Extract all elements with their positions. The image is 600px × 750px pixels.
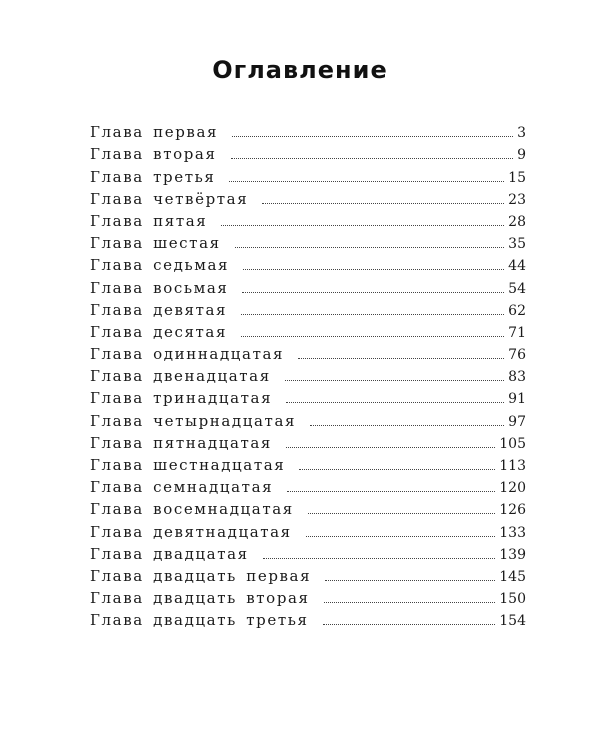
toc-entry-label: Глава двадцать первая bbox=[90, 566, 312, 585]
toc-entry bbox=[90, 273, 526, 295]
toc-entry bbox=[90, 406, 526, 428]
toc-entry-page-number: 97 bbox=[508, 413, 526, 430]
toc-entry-page-number: 23 bbox=[508, 191, 526, 208]
toc-entry-page-number: 120 bbox=[499, 480, 526, 497]
toc-entry-label: Глава третья bbox=[90, 167, 216, 186]
dot-leader bbox=[262, 203, 504, 204]
toc-entry bbox=[90, 429, 526, 451]
toc-entry bbox=[90, 318, 526, 340]
dot-leader bbox=[235, 247, 504, 248]
toc-entry bbox=[90, 185, 526, 207]
dot-leader bbox=[286, 402, 504, 403]
toc-entry-label: Глава восемнадцатая bbox=[90, 500, 294, 519]
toc-entry-page-number: 91 bbox=[508, 391, 526, 408]
toc-entry bbox=[90, 584, 526, 606]
dot-leader bbox=[221, 225, 504, 226]
page-title: Оглавление bbox=[212, 56, 388, 84]
toc-entry-page-number: 150 bbox=[499, 591, 526, 608]
dot-leader bbox=[241, 336, 504, 337]
dot-leader bbox=[241, 314, 504, 315]
dot-leader bbox=[286, 447, 495, 448]
toc-entry-label: Глава седьмая bbox=[90, 256, 230, 275]
toc-entry-page-number: 15 bbox=[508, 169, 526, 186]
toc-entry-page-number: 133 bbox=[499, 524, 526, 541]
dot-leader bbox=[231, 158, 514, 159]
dot-leader bbox=[287, 491, 495, 492]
toc-entry-page-number: 113 bbox=[499, 458, 526, 474]
toc-entry bbox=[90, 606, 526, 628]
toc-entry-label: Глава вторая bbox=[90, 145, 217, 164]
toc-entry-label: Глава восьмая bbox=[90, 278, 229, 297]
toc-entry-page-number: 44 bbox=[508, 258, 526, 275]
dot-leader bbox=[242, 292, 504, 293]
toc-entry-page-number: 62 bbox=[508, 302, 526, 319]
dot-leader bbox=[298, 358, 504, 359]
dot-leader bbox=[263, 558, 496, 559]
toc-entry bbox=[90, 229, 526, 251]
dot-leader bbox=[306, 536, 496, 537]
toc-entry-label: Глава пятая bbox=[90, 211, 208, 230]
toc-entry-label: Глава четырнадцатая bbox=[90, 411, 297, 430]
toc-entry bbox=[90, 517, 526, 539]
toc-entry bbox=[90, 296, 526, 318]
toc-entry-page-number: 9 bbox=[517, 147, 526, 164]
toc-entry-label: Глава первая bbox=[90, 123, 219, 142]
toc-entry-page-number: 139 bbox=[499, 546, 526, 563]
toc-entry bbox=[90, 495, 526, 517]
toc-entry bbox=[90, 162, 526, 184]
toc-entry-page-number: 145 bbox=[499, 568, 526, 585]
toc-entry-page-number: 126 bbox=[499, 502, 526, 519]
toc-entry-label: Глава девятнадцатая bbox=[90, 522, 292, 541]
toc-entry-page-number: 154 bbox=[499, 613, 526, 630]
toc-entry-page-number: 105 bbox=[499, 435, 526, 452]
dot-leader bbox=[243, 269, 504, 270]
toc-entry bbox=[90, 451, 526, 473]
toc-entry-page-number: 71 bbox=[508, 324, 526, 341]
toc-entry bbox=[90, 562, 526, 584]
toc-entry-page-number: 28 bbox=[508, 213, 526, 230]
toc-entry bbox=[90, 384, 526, 406]
toc-entry-label: Глава двадцатая bbox=[90, 544, 249, 563]
toc-entry bbox=[90, 140, 526, 162]
dot-leader bbox=[323, 624, 496, 625]
toc-entry bbox=[90, 362, 526, 384]
dot-leader bbox=[310, 425, 504, 426]
toc-entry-page-number: 54 bbox=[508, 280, 526, 297]
toc-entry-label: Глава семнадцатая bbox=[90, 478, 274, 497]
toc-entry-label: Глава четвёртая bbox=[90, 189, 249, 208]
dot-leader bbox=[324, 602, 496, 603]
dot-leader bbox=[229, 181, 504, 182]
table-of-contents bbox=[90, 118, 526, 628]
toc-entry-label: Глава десятая bbox=[90, 322, 228, 341]
toc-entry-page-number: 83 bbox=[508, 369, 526, 386]
toc-entry bbox=[90, 251, 526, 273]
toc-entry-label: Глава двенадцатая bbox=[90, 367, 271, 386]
toc-entry-page-number: 35 bbox=[508, 236, 526, 253]
toc-entry-label: Глава девятая bbox=[90, 300, 228, 319]
dot-leader bbox=[299, 469, 495, 470]
toc-entry-label: Глава тринадцатая bbox=[90, 389, 273, 408]
toc-entry-label: Глава шестнадцатая bbox=[90, 456, 286, 474]
toc-entry bbox=[90, 473, 526, 495]
toc-entry bbox=[90, 207, 526, 229]
dot-leader bbox=[232, 136, 513, 137]
toc-entry-label: Глава одиннадцатая bbox=[90, 345, 285, 364]
toc-entry-label: Глава двадцать третья bbox=[90, 611, 309, 630]
toc-entry bbox=[90, 340, 526, 362]
toc-entry-label: Глава пятнадцатая bbox=[90, 433, 272, 452]
dot-leader bbox=[325, 580, 495, 581]
toc-entry-label: Глава шестая bbox=[90, 234, 221, 253]
toc-entry bbox=[90, 118, 526, 140]
toc-entry bbox=[90, 540, 526, 562]
dot-leader bbox=[308, 513, 495, 514]
toc-entry-page-number: 3 bbox=[517, 125, 526, 142]
toc-entry-label: Глава двадцать вторая bbox=[90, 589, 310, 608]
dot-leader bbox=[285, 380, 504, 381]
toc-entry-page-number: 76 bbox=[508, 347, 526, 364]
